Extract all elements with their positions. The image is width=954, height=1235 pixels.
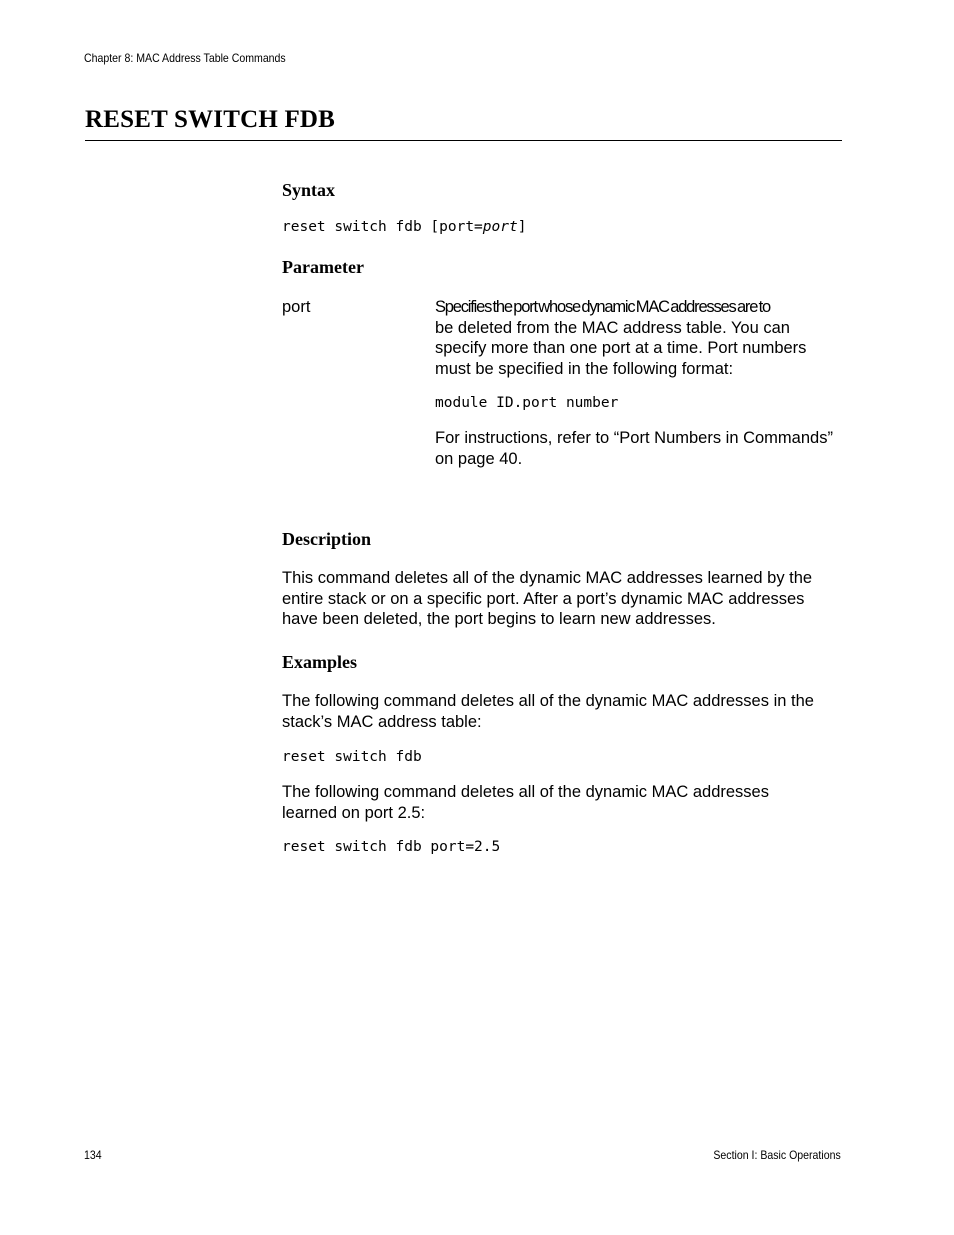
parameter-description-line1: Specifies the port whose dynamic MAC addresses are to — [435, 298, 770, 316]
examples-heading: Examples — [282, 652, 358, 672]
syntax-command-arg: port — [482, 219, 518, 235]
syntax-command-suffix: ] — [517, 219, 527, 235]
parameter-name: port — [282, 298, 311, 316]
description-text: This command deletes all of the dynamic MAC addresses learned by the entire stack or on a specific port. After a port’s dynamic MAC addresses have been deleted, the port begins to learn new addresses. — [282, 569, 813, 628]
example2-command: reset switch fdb port=2.5 — [282, 839, 501, 855]
syntax-command — [282, 219, 526, 235]
page-title: RESET SWITCH FDB — [85, 106, 336, 133]
example1-intro: The following command deletes all of the dynamic MAC addresses in the stack’s MAC address table: — [282, 692, 814, 731]
footer-section: Section I: Basic Operations — [713, 1148, 841, 1162]
syntax-heading: Syntax — [282, 180, 336, 200]
description-heading: Description — [282, 529, 371, 549]
running-header: Chapter 8: MAC Address Table Commands — [84, 51, 286, 65]
parameter-description-rest: be deleted from the MAC address table. You can specify more than one port at a time. Port numbers must be specified in the following format: — [435, 318, 807, 378]
parameter-format: module ID.port number — [435, 395, 619, 411]
parameter-heading: Parameter — [282, 257, 364, 277]
example2-intro: The following command deletes all of the dynamic MAC addresses learned on port 2.5: — [282, 783, 769, 822]
example1-command: reset switch fdb — [282, 749, 422, 765]
title-divider — [85, 140, 842, 141]
page-number: 134 — [84, 1148, 102, 1162]
syntax-command-prefix: reset switch fdb [port= — [282, 219, 483, 235]
parameter-reference: For instructions, refer to “Port Numbers in Commands” on page 40. — [435, 429, 833, 468]
parameter-description — [435, 297, 843, 379]
